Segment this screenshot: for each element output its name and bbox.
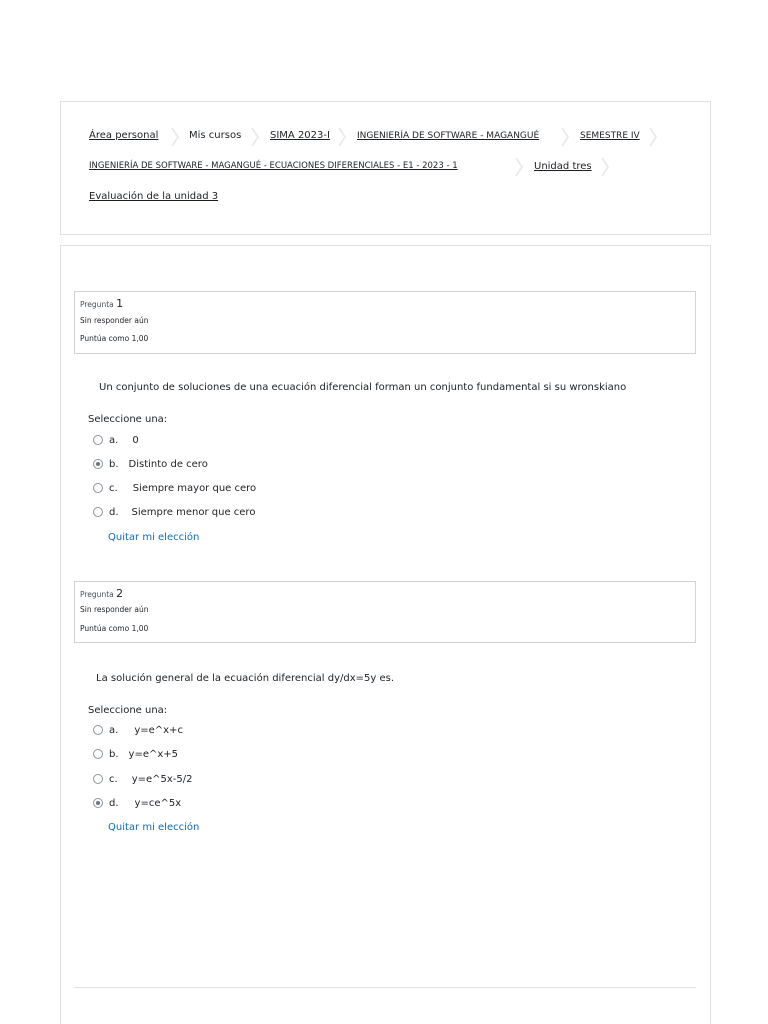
radio-button[interactable] xyxy=(93,725,103,735)
breadcrumb-evaluacion[interactable]: Evaluación de la unidad 3 xyxy=(89,191,219,202)
question-text: La solución general de la ecuación diferencial dy/dx=5y es. xyxy=(96,673,395,684)
question-number: Pregunta 2 xyxy=(80,587,124,600)
answer-option[interactable]: a. 0 xyxy=(93,432,139,448)
chevron-right-icon xyxy=(171,127,179,147)
breadcrumb-area-personal[interactable]: Área personal xyxy=(89,130,159,141)
answer-option[interactable]: c. Siempre mayor que cero xyxy=(93,480,256,496)
question-status: Sin responder aún xyxy=(80,605,149,614)
answer-option[interactable]: a. y=e^x+c xyxy=(93,722,183,738)
answer-option[interactable]: d. y=ce^5x xyxy=(93,795,181,811)
radio-button[interactable] xyxy=(93,507,103,517)
answer-option[interactable]: b. Distinto de cero xyxy=(93,456,208,472)
chevron-right-icon xyxy=(601,157,609,177)
radio-button[interactable] xyxy=(93,749,103,759)
chevron-right-icon xyxy=(515,157,523,177)
clear-choice-link[interactable]: Quitar mi elección xyxy=(108,822,200,833)
answer-option[interactable]: b. y=e^x+5 xyxy=(93,746,178,762)
radio-button[interactable] xyxy=(93,798,103,808)
breadcrumb-unidad[interactable]: Unidad tres xyxy=(534,161,592,172)
answer-option[interactable]: d. Siempre menor que cero xyxy=(93,504,255,520)
question-status: Sin responder aún xyxy=(80,316,149,325)
question-info xyxy=(74,291,696,354)
divider xyxy=(74,987,696,988)
question-text: Un conjunto de soluciones de una ecuación diferencial forman un conjunto fundamental si su wronskiano xyxy=(99,382,627,393)
breadcrumb-sima[interactable]: SIMA 2023-I xyxy=(270,130,330,141)
breadcrumb-ingenieria-software[interactable]: INGENIERÍA DE SOFTWARE - MAGANGUÉ xyxy=(357,131,540,141)
question-grade: Puntúa como 1,00 xyxy=(80,334,149,343)
question-grade: Puntúa como 1,00 xyxy=(80,624,149,633)
radio-button[interactable] xyxy=(93,483,103,493)
radio-button[interactable] xyxy=(93,774,103,784)
answer-prompt: Seleccione una: xyxy=(88,705,168,716)
answer-prompt: Seleccione una: xyxy=(88,414,168,425)
breadcrumb-mis-cursos: Mis cursos xyxy=(189,130,242,141)
radio-button[interactable] xyxy=(93,435,103,445)
clear-choice-link[interactable]: Quitar mi elección xyxy=(108,532,200,543)
chevron-right-icon xyxy=(561,127,569,147)
radio-button[interactable] xyxy=(93,459,103,469)
chevron-right-icon xyxy=(338,127,346,147)
question-info xyxy=(74,581,696,643)
chevron-right-icon xyxy=(649,127,657,147)
breadcrumb-semestre[interactable]: SEMESTRE IV xyxy=(580,131,640,141)
breadcrumb-course[interactable]: INGENIERÍA DE SOFTWARE - MAGANGUÉ - ECUACIONES DIFERENCIALES - E1 - 2023 - 1 xyxy=(89,161,458,171)
chevron-right-icon xyxy=(251,127,259,147)
answer-option[interactable]: c. y=e^5x-5/2 xyxy=(93,771,193,787)
question-number: Pregunta 1 xyxy=(80,297,124,310)
